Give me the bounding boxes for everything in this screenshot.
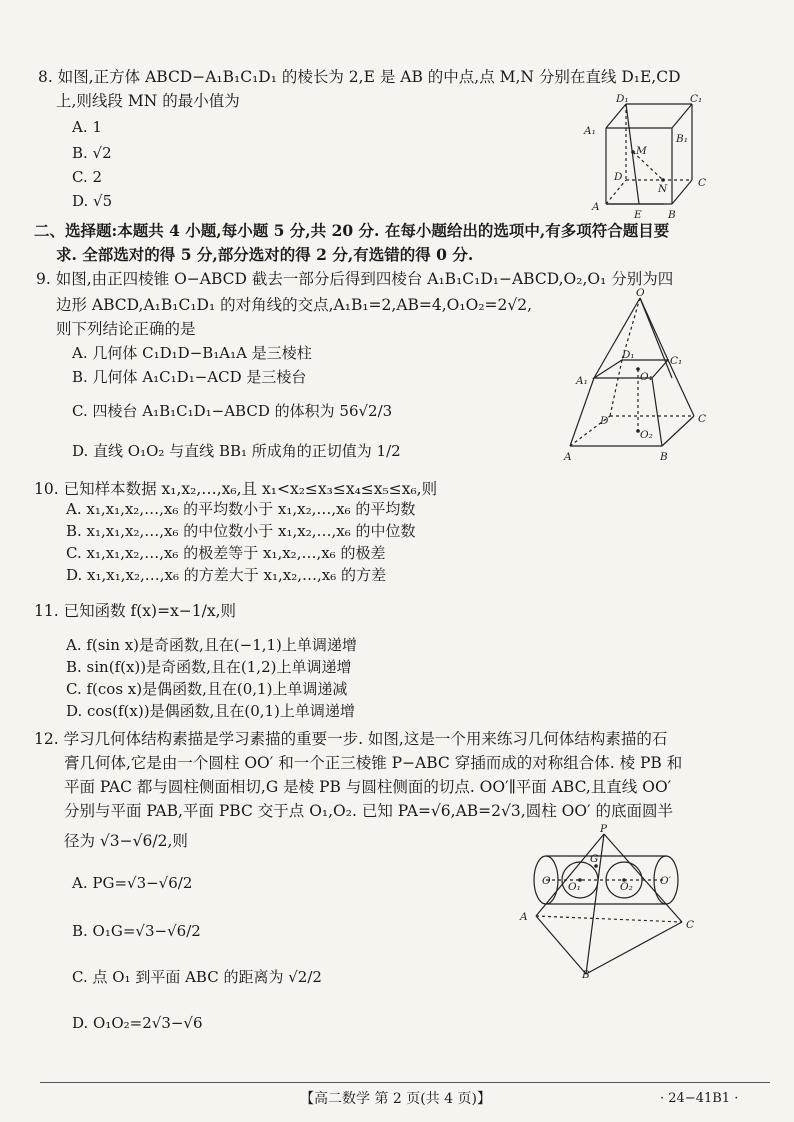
q8-stem-line2: 上,则线段 MN 的最小值为	[56, 92, 240, 110]
q9-fig-label: O	[636, 288, 645, 299]
q8-fig-label: C	[698, 177, 707, 189]
q10-option-a: A. x₁,x₁,x₂,…,x₆ 的平均数小于 x₁,x₂,…,x₆ 的平均数	[66, 500, 416, 518]
q9-fig-label: C	[698, 413, 707, 425]
section2-heading-line2: 求. 全部选对的得 5 分,部分选对的得 2 分,有选错的得 0 分.	[56, 245, 474, 264]
q9-frustum-figure	[560, 288, 720, 468]
q11-option-b: B. sin(f(x))是奇函数,且在(1,2)上单调递增	[66, 658, 352, 676]
q12-stem-line2: 膏几何体,它是由一个圆柱 OO′ 和一个正三棱锥 P−ABC 穿插而成的对称组合体. 棱 PB 和	[64, 754, 683, 772]
q12-fig-label: C	[686, 919, 695, 931]
q12-fig-label: O′	[660, 875, 671, 887]
q11-option-d: D. cos(f(x))是偶函数,且在(0,1)上单调递增	[66, 702, 355, 720]
q8-fig-label: A₁	[584, 125, 596, 137]
q9-fig-label: D₁	[622, 349, 635, 361]
q12-fig-label: O₂	[620, 881, 633, 893]
q9-fig-label: B	[660, 451, 668, 463]
q12-stem-line5: 径为 √3−√6/2,则	[64, 832, 188, 850]
q9-fig-label: O₁	[640, 371, 653, 383]
footer-page-label: 【高二数学 第 2 页(共 4 页)】	[300, 1091, 491, 1107]
q12-solid-figure	[514, 824, 704, 980]
q8-fig-label: B₁	[676, 133, 688, 145]
q9-fig-label: A	[564, 451, 572, 463]
q10-stem: 10. 已知样本数据 x₁,x₂,…,x₆,且 x₁<x₂≤x₃≤x₄≤x₅≤x₆,则	[34, 480, 438, 498]
q8-option-c: C. 2	[72, 168, 103, 186]
q8-stem-line1: 8. 如图,正方体 ABCD−A₁B₁C₁D₁ 的棱长为 2,E 是 AB 的中点,点 M,N 分别在直线 D₁E,CD	[38, 68, 681, 86]
q12-option-b: B. O₁G=√3−√6/2	[72, 922, 201, 940]
q8-fig-label: B	[668, 209, 676, 221]
q9-option-a: A. 几何体 C₁D₁D−B₁A₁A 是三棱柱	[72, 344, 312, 362]
q9-option-b: B. 几何体 A₁C₁D₁−ACD 是三棱台	[72, 368, 307, 386]
q8-fig-label: A	[592, 201, 600, 213]
q12-fig-label: O	[542, 875, 551, 887]
q10-option-d: D. x₁,x₁,x₂,…,x₆ 的方差大于 x₁,x₂,…,x₆ 的方差	[66, 566, 387, 584]
q10-option-c: C. x₁,x₁,x₂,…,x₆ 的极差等于 x₁,x₂,…,x₆ 的极差	[66, 544, 386, 562]
q12-fig-label: O₁	[568, 881, 581, 893]
q12-option-d: D. O₁O₂=2√3−√6	[72, 1014, 203, 1032]
q8-fig-label: D₁	[616, 93, 629, 105]
q9-fig-label: A₁	[576, 375, 588, 387]
q8-option-d: D. √5	[72, 192, 113, 210]
q9-option-c: C. 四棱台 A₁B₁C₁D₁−ABCD 的体积为 56√2/3	[72, 402, 393, 420]
q12-stem-line1: 12. 学习几何体结构素描是学习素描的重要一步. 如图,这是一个用来练习几何体结构素描的石	[34, 730, 668, 748]
q8-option-b: B. √2	[72, 144, 112, 162]
q8-fig-label: C₁	[690, 93, 703, 105]
q12-option-c: C. 点 O₁ 到平面 ABC 的距离为 √2/2	[72, 968, 322, 986]
q11-stem: 11. 已知函数 f(x)=x−1/x,则	[34, 602, 237, 620]
q9-stem-line3: 则下列结论正确的是	[56, 320, 196, 338]
q8-fig-label: E	[634, 209, 642, 221]
q9-stem-line2: 边形 ABCD,A₁B₁C₁D₁ 的对角线的交点,A₁B₁=2,AB=4,O₁O₂=2√2,	[56, 296, 533, 314]
q12-fig-label: B	[582, 969, 590, 980]
q8-fig-label: N	[658, 183, 668, 195]
q11-option-a: A. f(sin x)是奇函数,且在(−1,1)上单调递增	[66, 636, 357, 654]
q9-stem-line1: 9. 如图,由正四棱锥 O−ABCD 截去一部分后得到四棱台 A₁B₁C₁D₁−ABCD,O₂,O₁ 分别为四	[36, 270, 674, 288]
q10-option-b: B. x₁,x₁,x₂,…,x₆ 的中位数小于 x₁,x₂,…,x₆ 的中位数	[66, 522, 416, 540]
q12-stem-line4: 分别与平面 PAB,平面 PBC 交于点 O₁,O₂. 已知 PA=√6,AB=2√3,圆柱 OO′ 的底面圆半	[64, 802, 673, 820]
footer-divider	[40, 1082, 770, 1083]
q9-fig-label: C₁	[670, 355, 683, 367]
q9-option-d: D. 直线 O₁O₂ 与直线 BB₁ 所成角的正切值为 1/2	[72, 442, 401, 460]
q9-fig-label: D	[600, 415, 609, 427]
q12-stem-line3: 平面 PAC 都与圆柱侧面相切,G 是棱 PB 与圆柱侧面的切点. OO′∥平面 ABC,且直线 OO′	[64, 778, 672, 796]
q8-fig-label: D	[614, 171, 623, 183]
footer-code: · 24−41B1 ·	[660, 1091, 739, 1106]
q12-fig-label: G	[590, 853, 599, 865]
q9-fig-label: O₂	[640, 429, 653, 441]
q8-option-a: A. 1	[72, 118, 102, 136]
q8-cube-figure	[578, 92, 728, 222]
q8-fig-label: M	[636, 145, 647, 157]
q12-fig-label: P	[600, 824, 608, 835]
q12-option-a: A. PG=√3−√6/2	[72, 874, 193, 892]
q11-option-c: C. f(cos x)是偶函数,且在(0,1)上单调递减	[66, 680, 348, 698]
section2-heading-line1: 二、选择题:本题共 4 小题,每小题 5 分,共 20 分. 在每小题给出的选项中,有多项符合题目要	[34, 221, 670, 240]
q12-fig-label: A	[520, 911, 528, 923]
